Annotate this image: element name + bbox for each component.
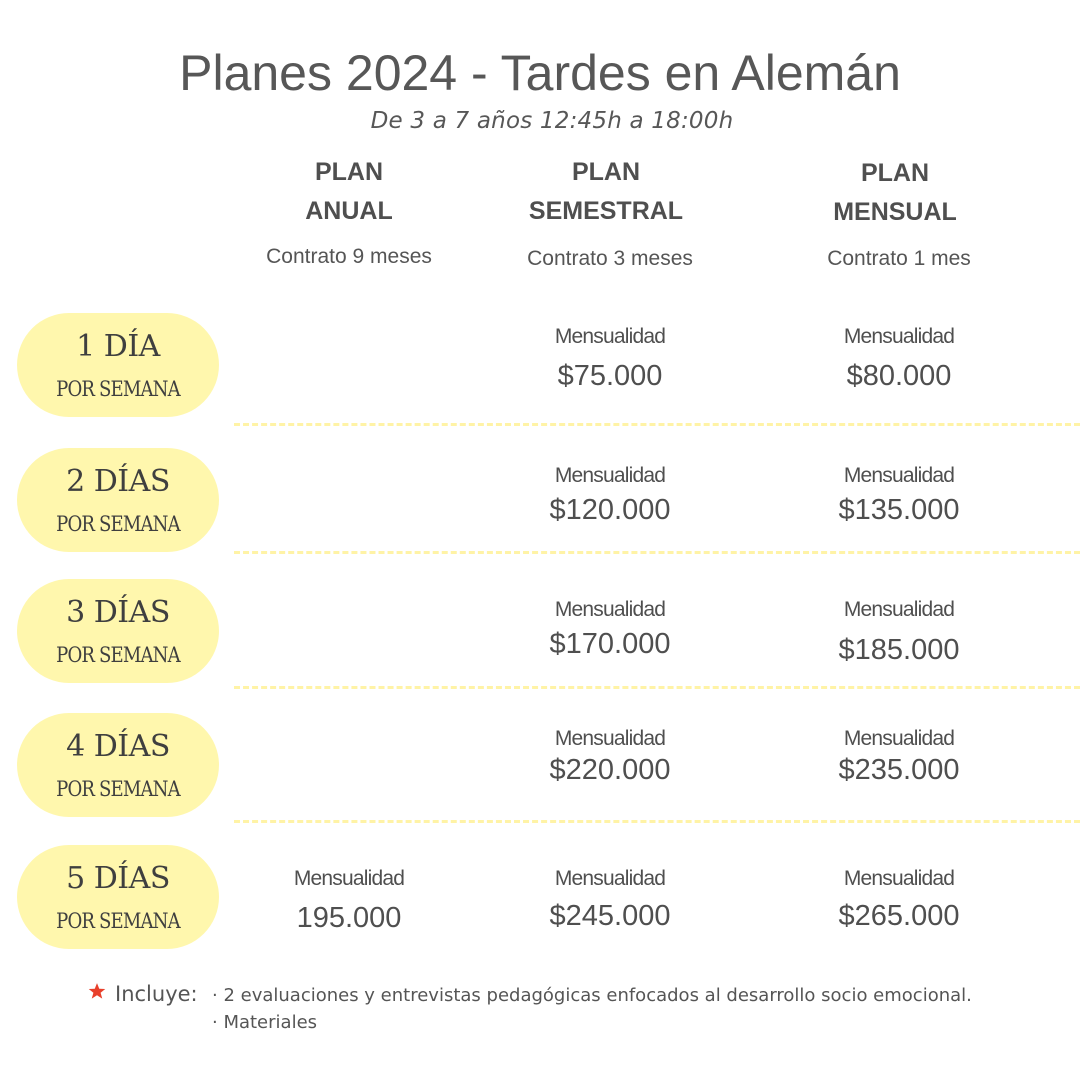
plan-header-line2: ANUAL	[305, 197, 393, 225]
price-value: $120.000	[549, 494, 671, 526]
price-value: $170.000	[549, 628, 671, 660]
price-value: $220.000	[549, 754, 671, 786]
row-days: 5 DÍAS	[66, 861, 170, 896]
price-value: $80.000	[846, 360, 952, 392]
price-label: Mensualidad	[554, 464, 666, 487]
row-divider	[234, 686, 1080, 689]
plan-contract-anual: Contrato 9 meses	[266, 245, 432, 268]
price-value: $185.000	[838, 634, 960, 666]
price-value: $235.000	[838, 754, 960, 786]
row-per-week: POR SEMANA	[56, 377, 180, 401]
plan-contract-mensual: Contrato 1 mes	[827, 247, 971, 270]
plan-header-anual	[209, 153, 489, 231]
row-label-5-dias	[17, 845, 219, 949]
row-per-week: POR SEMANA	[56, 777, 180, 801]
price-value: $135.000	[838, 494, 960, 526]
includes-item: · 2 evaluaciones y entrevistas pedagógicas enfocados al desarrollo socio emocional.	[212, 985, 972, 1006]
price-cell	[470, 726, 750, 788]
price-cell	[759, 324, 1039, 394]
row-days: 3 DÍAS	[66, 595, 170, 630]
price-cell	[759, 463, 1039, 528]
row-per-week: POR SEMANA	[56, 909, 180, 933]
includes-label: Incluye:	[115, 982, 198, 1006]
price-cell	[759, 597, 1039, 668]
price-cell	[470, 866, 750, 934]
row-divider	[234, 551, 1080, 554]
price-label: Mensualidad	[843, 867, 955, 890]
price-label: Mensualidad	[843, 598, 955, 621]
price-label: Mensualidad	[293, 867, 405, 890]
plan-header-line2: MENSUAL	[833, 198, 957, 226]
plan-header-mensual	[755, 154, 1035, 232]
plan-header-line1: PLAN	[314, 158, 384, 186]
page-title: Planes 2024 - Tardes en Alemán	[179, 45, 901, 101]
plan-header-line1: PLAN	[860, 159, 930, 187]
price-label: Mensualidad	[843, 325, 955, 348]
row-days: 4 DÍAS	[66, 729, 170, 764]
row-days: 1 DÍA	[76, 329, 160, 364]
plan-header-line1: PLAN	[571, 158, 641, 186]
price-label: Mensualidad	[843, 464, 955, 487]
price-cell	[209, 866, 489, 936]
row-label-2-dias	[17, 448, 219, 552]
includes-item: · Materiales	[212, 1012, 318, 1033]
price-label: Mensualidad	[554, 598, 666, 621]
price-label: Mensualidad	[554, 727, 666, 750]
plan-contract-semestral: Contrato 3 meses	[527, 247, 693, 270]
price-value: $265.000	[838, 900, 960, 932]
row-label-4-dias	[17, 713, 219, 817]
price-cell	[759, 726, 1039, 788]
row-per-week: POR SEMANA	[56, 643, 180, 667]
star-icon	[88, 982, 106, 1000]
row-per-week: POR SEMANA	[56, 512, 180, 536]
row-divider	[234, 423, 1080, 426]
price-cell	[759, 866, 1039, 934]
price-value: $245.000	[549, 900, 671, 932]
price-value: 195.000	[296, 902, 402, 934]
row-divider	[234, 820, 1080, 823]
plan-header-line2: SEMESTRAL	[528, 197, 684, 225]
page-subtitle: De 3 a 7 años 12:45h a 18:00h	[370, 108, 734, 134]
row-label-1-dia	[17, 313, 219, 417]
price-label: Mensualidad	[843, 727, 955, 750]
price-value: $75.000	[557, 360, 663, 392]
price-cell	[470, 463, 750, 528]
row-label-3-dias	[17, 579, 219, 683]
price-cell	[470, 324, 750, 394]
price-label: Mensualidad	[554, 867, 666, 890]
plan-header-semestral	[466, 153, 746, 231]
price-cell	[470, 597, 750, 662]
price-label: Mensualidad	[554, 325, 666, 348]
row-days: 2 DÍAS	[66, 464, 170, 499]
